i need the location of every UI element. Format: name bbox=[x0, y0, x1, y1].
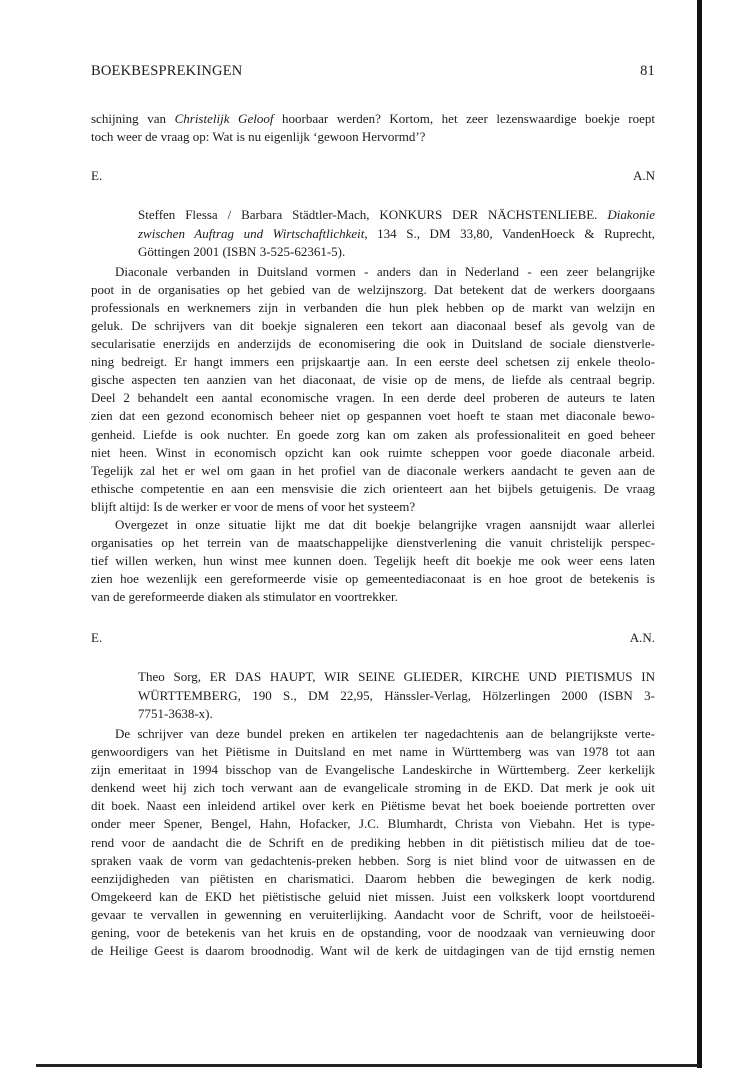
right-margin-rule bbox=[697, 0, 702, 1068]
text-line: Tegelijk zal het er wel om gaan in het profiel van de diaconale werkers aandacht te geven aan de bbox=[91, 462, 655, 478]
review-1-paragraph-1 bbox=[91, 263, 655, 516]
text-line: organisaties op het terrein van de maatschappelijke dienstverlening die vanuit christelijk perspec- bbox=[91, 535, 655, 551]
text-line: rend voor de aandacht die de Schrift en de prediking hebben in dit piëtistisch milieu dat de toe- bbox=[91, 834, 655, 850]
text-line: Omgekeerd kan de EKD het piëtistische geluid niet missen. Juist een volkskerk loopt voortdurend bbox=[91, 888, 655, 904]
intro-paragraph bbox=[91, 110, 655, 146]
text-line: 7751-3638-x). bbox=[138, 706, 213, 722]
signature-left: E. bbox=[91, 630, 103, 646]
text-line: Overgezet in onze situatie lijkt me dat dit boekje belangrijke vragen aansnijdt waar allerlei bbox=[115, 517, 655, 532]
text-line: professionals en werknemers zijn in verbanden die hun plek hebben op de markt van welzijn en bbox=[91, 299, 655, 315]
review-2-paragraph-1 bbox=[91, 725, 655, 960]
text-line: de Heilige Geest is daarom broodnodig. Want wil de kerk de uitdagingen van de tijd ernstig nemen bbox=[91, 943, 655, 959]
text-line: ethische competentie en aan een mensvisie die zich orienteert aan het bijbels getuigenis. De vraag bbox=[91, 480, 655, 496]
text-line: zien dat een gezond economisch beheer niet op gespannen voet hoeft te staan met diaconale bewo- bbox=[91, 408, 655, 424]
text-line: niet heen. Winst in economisch opzicht kan ook ruimte scheppen voor goede diaconale arbeid. bbox=[91, 444, 655, 460]
text-line: onder meer Spener, Bengel, Hahn, Hofacker, J.C. Blumhardt, Christa von Viebahn. Het is type- bbox=[91, 816, 655, 832]
text-line: gening, voor de betekenis van het kruis en de opstanding, voor de noodzaak van vernieuwing door bbox=[91, 925, 655, 940]
text-line: toch weer de vraag op: Wat is nu eigenlijk ‘gewoon Hervormd’? bbox=[91, 129, 426, 145]
text-line: Steffen Flessa / Barbara Städtler-Mach, KONKURS DER NÄCHSTENLIEBE. Diakonie bbox=[138, 207, 655, 223]
text-line: zien hoe wezenlijk een gereformeerde visie op gemeentediaconaat is en hoe groot de betekenis is bbox=[91, 571, 655, 587]
text-line: dit boek. Naast een inleidend artikel over kerk en Piëtisme bevat het boek boeiende portretten over bbox=[91, 798, 655, 814]
signature-right: A.N bbox=[632, 168, 655, 184]
text-line: Göttingen 2001 (ISBN 3-525-62361-5). bbox=[138, 244, 346, 260]
text-line: De schrijver van deze bundel preken en artikelen ter nagedachtenis aan de belangrijkste verte- bbox=[115, 725, 655, 741]
reviewer-signature-1 bbox=[91, 168, 655, 186]
text-line: Diaconale verbanden in Duitsland vormen - anders dan in Nederland - een zeer belangrijke bbox=[115, 263, 655, 279]
review-1-paragraph-2 bbox=[91, 516, 655, 606]
review-1-bibliography bbox=[91, 206, 655, 262]
text-line: geluk. De schrijvers van dit boekje signaleren een tekort aan diaconaal besef als gevolg van de bbox=[91, 317, 655, 333]
text-line: secularisatie enerzijds en anderzijds de economisering die ook in Duitsland de sociale dienstverle- bbox=[91, 336, 655, 352]
signature-left: E. bbox=[91, 168, 103, 184]
signature-right: A.N. bbox=[629, 630, 655, 646]
text-line: gische aspecten ten aanzien van het diaconaat, de visie op de mens, de liefde als centraal begrip. bbox=[91, 372, 655, 388]
bottom-margin-rule bbox=[36, 1064, 699, 1067]
text-line: denkend weet hij zich toch verwant aan de evangelicale stroming in de EKD. Dat merk je ook uit bbox=[91, 780, 655, 796]
review-2-bibliography bbox=[91, 668, 655, 724]
page-number: 81 bbox=[640, 63, 655, 79]
text-line: genheid. Liefde is ook nuchter. En goede zorg kan om zaken als professionaliteit en goed beheer bbox=[91, 426, 655, 442]
page-body bbox=[91, 110, 655, 960]
text-line: tief willen werken, hun winst mee kunnen doen. Tegelijk heeft dit boekje me ook weer eens laten bbox=[91, 553, 655, 569]
section-title: BOEKBESPREKINGEN bbox=[91, 63, 243, 79]
text-line: Deel 2 behandelt een aantal economische vragen. In een derde deel proberen de auteurs te laten bbox=[91, 390, 655, 406]
text-line: genwoordigers van het Piëtisme in Duitsland en met name in Württemberg was van 1978 tot aan bbox=[91, 744, 655, 760]
text-line: zwischen Auftrag und Wirtschaftlichkeit, 134 S., DM 33,80, VandenHoeck & Ruprecht, bbox=[138, 225, 655, 241]
text-line: WÜRTTEMBERG, 190 S., DM 22,95, Hänssler-Verlag, Hölzerlingen 2000 (ISBN 3- bbox=[138, 687, 655, 703]
text-line: poot in de organisaties op het gebied van de welzijnszorg. Dat betekent dat de werkers doorgaans bbox=[91, 281, 655, 297]
text-line: van de gereformeerde diaken als stimulator en voortrekker. bbox=[91, 589, 398, 605]
text-line: Theo Sorg, ER DAS HAUPT, WIR SEINE GLIEDER, KIRCHE UND PIETISMUS IN bbox=[138, 669, 655, 685]
book-title-italic: Christelijk Geloof bbox=[174, 111, 274, 126]
text-line: spraken vaak de vorm van gedachtenis-preken hebben. Sorg is niet blind voor de uitwassen en de bbox=[91, 852, 655, 868]
text-line: schijning van Christelijk Geloof hoorbaar werden? Kortom, het zeer lezenswaardige boekje roept bbox=[91, 111, 655, 126]
text-line: blijft altijd: Is de werker er voor de mens of voor het systeem? bbox=[91, 498, 416, 514]
text-line: zijn emeritaat in 1994 bisschop van de Evangelische Landeskirche in Württemberg. Zeer kerkelijk bbox=[91, 762, 655, 778]
text-line: ning bedreigt. Er hangt immers een prijskaartje aan. In een eerste deel schetsen zij enkele theolo- bbox=[91, 354, 655, 370]
reviewer-signature-2 bbox=[91, 630, 655, 648]
text-line: eenzijdigheden van piëtisten en charismatici. Daarom hebben die bewegingen de kerk nodig. bbox=[91, 870, 655, 886]
text-line: gevaar te vervallen in gewenning en veruiterlijking. Aandacht voor de Schrift, voor de heilstoeëi- bbox=[91, 906, 655, 922]
